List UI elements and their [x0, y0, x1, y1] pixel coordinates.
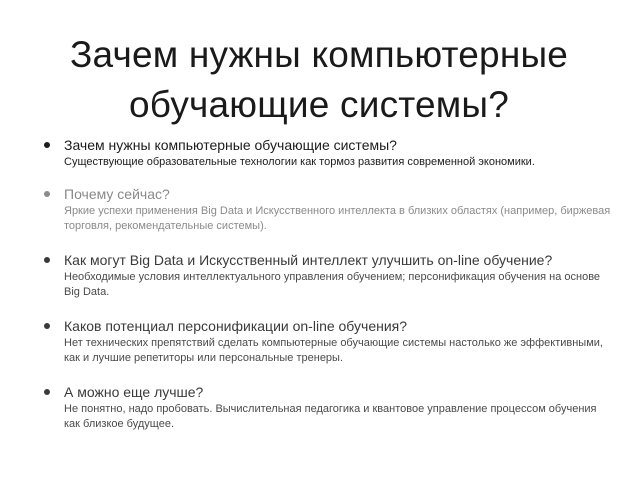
bullet-item-how: [44, 252, 614, 300]
bullet-item-potential: [44, 318, 614, 366]
bullet-dot-icon: [44, 389, 50, 395]
bullet-item-why-now: [44, 186, 614, 234]
bullet-text: Яркие успехи применения Big Data и Искусственного интеллекта в близких областях (например, биржевая торговля, рекомендательные системы).: [64, 205, 611, 232]
bullet-list: [44, 137, 614, 432]
bullet-dot-icon: [44, 142, 50, 148]
bullet-heading: А можно еще лучше?: [64, 384, 204, 400]
bullet-text: Необходимые условия интеллектуального управления обучением; персонификация обучения на основе Big Data.: [64, 271, 601, 298]
bullet-heading: Каков потенциал персонификации on-line обучения?: [64, 318, 408, 334]
bullet-text: Существующие образовательные технологии как тормоз развития современной экономики.: [64, 156, 535, 168]
bullet-dot-icon: [44, 323, 50, 329]
bullet-heading: Зачем нужны компьютерные обучающие системы?: [64, 137, 397, 153]
bullet-item-better: [44, 384, 614, 432]
bullet-heading: Как могут Big Data и Искусственный интеллект улучшить on-line обучение?: [64, 252, 553, 268]
slide-title: [20, 30, 618, 130]
bullet-heading: Почему сейчас?: [64, 186, 170, 202]
bullet-dot-icon: [44, 257, 50, 263]
slide-title-line-2: обучающие системы?: [128, 84, 509, 125]
bullet-item-why: [44, 137, 614, 170]
bullet-dot-icon: [44, 191, 50, 197]
slide-title-line-1: Зачем нужны компьютерные: [69, 34, 569, 75]
bullet-text: Не понятно, надо пробовать. Вычислительная педагогика и квантовое управление процессом обучения как близкое будущее.: [64, 403, 597, 430]
bullet-text: Нет технических препятствий сделать компьютерные обучающие системы настолько же эффективными, как и лучшие репетиторы или персональные тренеры.: [64, 337, 603, 364]
